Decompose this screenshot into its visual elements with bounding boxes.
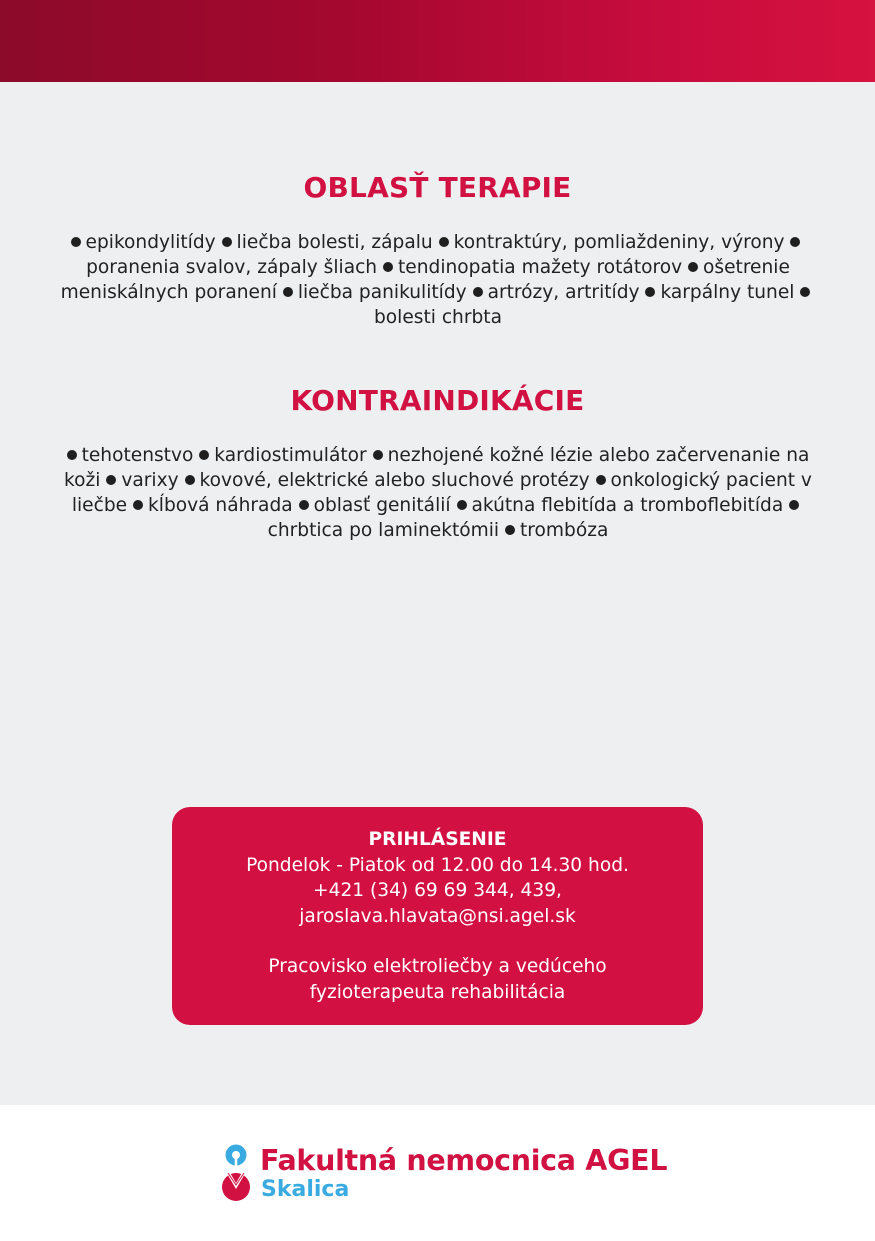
list-item-text: artrózy, artritídy	[487, 282, 640, 303]
list-item-text: liečba panikulitídy	[297, 282, 467, 303]
list-item	[71, 232, 216, 253]
bullet-icon	[67, 450, 77, 460]
registration-box	[172, 807, 703, 1025]
list-item-text: poranenia svalov, zápaly šliach	[86, 257, 378, 278]
department-line-2: fyzioterapeuta rehabilitácia	[309, 981, 566, 1003]
bullet-icon	[439, 237, 449, 247]
agel-figure-logo-icon	[220, 1144, 252, 1202]
header-band	[0, 0, 875, 82]
therapy-list	[58, 230, 818, 330]
list-item-text: tehotenstvo	[81, 445, 194, 466]
list-item-text: ošetrenie meniskálnych poranení	[60, 257, 790, 303]
bullet-icon	[789, 500, 799, 510]
list-item	[439, 232, 785, 253]
list-item-text: epikondylitídy	[85, 232, 216, 253]
bullet-icon	[596, 475, 606, 485]
bullet-icon	[790, 237, 800, 247]
bullet-icon	[688, 262, 698, 272]
list-item	[283, 282, 467, 303]
bullet-icon	[283, 287, 293, 297]
list-item-text: tendinopatia mažety rotátorov	[398, 257, 683, 278]
bullet-icon	[133, 500, 143, 510]
list-item-text: onkologický pacient v liečbe	[71, 470, 812, 516]
list-item-text: kĺbová náhrada	[148, 495, 293, 516]
bullet-icon	[71, 237, 81, 247]
department-line-1: Pracovisko elektroliečby a vedúceho	[268, 956, 607, 977]
bullet-icon	[800, 287, 810, 297]
list-item	[185, 470, 590, 491]
bullet-icon	[299, 500, 309, 510]
bullet-icon	[383, 262, 393, 272]
list-item-text: karpálny tunel	[660, 282, 795, 303]
list-item	[106, 470, 178, 491]
list-item-text: oblasť genitálií	[313, 495, 451, 516]
contraindications-list	[58, 443, 818, 543]
list-item-text: kontraktúry, pomliaždeniny, výrony	[453, 232, 785, 253]
bullet-icon	[373, 450, 383, 460]
hospital-name: Fakultná nemocnica AGEL	[260, 1144, 668, 1177]
contraindications-title: KONTRAINDIKÁCIE	[290, 384, 585, 417]
list-item-text: varixy	[121, 470, 179, 491]
list-item	[645, 282, 794, 303]
list-item	[457, 495, 784, 516]
bullet-icon	[199, 450, 209, 460]
list-item-text: liečba bolesti, zápalu	[236, 232, 433, 253]
list-item	[133, 495, 293, 516]
list-item	[383, 257, 682, 278]
list-item-text: chrbtica po laminektómii	[267, 520, 500, 541]
list-item-text: trombóza	[520, 520, 609, 541]
phone-number: +421 (34) 69 69 344, 439,	[313, 880, 562, 901]
list-item-text: kardiostimulátor	[214, 445, 367, 466]
bullet-icon	[106, 475, 116, 485]
list-item-text: bolesti chrbta	[374, 307, 502, 328]
list-item	[505, 520, 608, 541]
bullet-icon	[505, 525, 515, 535]
list-item-text: nezhojené kožné lézie alebo začervenanie na koži	[64, 445, 810, 491]
bullet-icon	[222, 237, 232, 247]
email-address: jaroslava.hlavata@nsi.agel.sk	[299, 905, 576, 927]
bullet-icon	[473, 287, 483, 297]
bullet-icon	[645, 287, 655, 297]
therapy-title: OBLASŤ TERAPIE	[303, 171, 572, 204]
bullet-icon	[457, 500, 467, 510]
bullet-icon	[185, 475, 195, 485]
list-item	[199, 445, 366, 466]
list-item	[222, 232, 433, 253]
list-item	[67, 445, 194, 466]
hospital-city: Skalica	[261, 1177, 350, 1202]
list-item-text: kovové, elektrické alebo sluchové protézy	[199, 470, 590, 491]
registration-heading: PRIHLÁSENIE	[368, 829, 507, 850]
list-item	[473, 282, 640, 303]
office-hours: Pondelok - Piatok od 12.00 do 14.30 hod.	[246, 854, 629, 876]
list-item-text: akútna flebitída a tromboflebitída	[471, 495, 784, 516]
list-item	[299, 495, 451, 516]
